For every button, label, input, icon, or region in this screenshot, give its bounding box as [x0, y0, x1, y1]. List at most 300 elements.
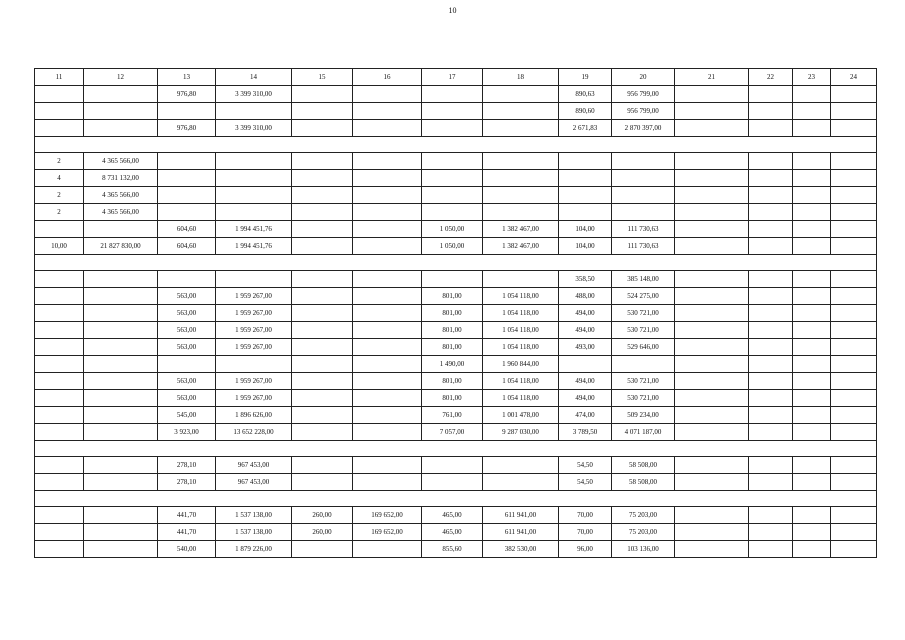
table-cell	[675, 221, 749, 238]
table-cell	[559, 170, 612, 187]
table-cell	[483, 457, 559, 474]
table-cell	[158, 103, 216, 120]
table-cell	[831, 204, 877, 221]
table-row	[35, 271, 877, 288]
section-separator-cell	[35, 255, 877, 271]
table-cell: 855,60	[422, 541, 483, 558]
table-cell	[292, 305, 353, 322]
table-cell: 4 071 187,00	[612, 424, 675, 441]
table-cell: 494,00	[559, 305, 612, 322]
table-cell	[35, 507, 84, 524]
table-cell	[35, 221, 84, 238]
table-row	[35, 507, 877, 524]
table-cell	[353, 373, 422, 390]
table-cell: 1 959 267,00	[216, 339, 292, 356]
table-cell: 967 453,00	[216, 457, 292, 474]
table-cell	[292, 541, 353, 558]
table-cell	[749, 153, 793, 170]
table-cell	[831, 390, 877, 407]
table-cell: 509 234,00	[612, 407, 675, 424]
table-cell: 465,00	[422, 524, 483, 541]
table-cell: 1 001 478,00	[483, 407, 559, 424]
table-cell	[749, 103, 793, 120]
table-cell: 890,60	[559, 103, 612, 120]
table-cell	[84, 271, 158, 288]
table-cell	[793, 271, 831, 288]
table-cell	[675, 204, 749, 221]
page-number: 10	[448, 6, 457, 15]
table-cell	[84, 407, 158, 424]
table-cell	[292, 187, 353, 204]
table-cell	[483, 86, 559, 103]
table-cell: 1 490,00	[422, 356, 483, 373]
table-cell: 382 530,00	[483, 541, 559, 558]
table-cell	[675, 424, 749, 441]
table-cell	[483, 103, 559, 120]
table-cell	[84, 322, 158, 339]
table-cell	[353, 86, 422, 103]
table-cell	[749, 339, 793, 356]
table-cell	[612, 356, 675, 373]
table-cell	[353, 339, 422, 356]
table-cell	[422, 120, 483, 137]
table-cell	[353, 474, 422, 491]
table-cell: 611 941,00	[483, 524, 559, 541]
table-cell	[216, 204, 292, 221]
table-cell	[292, 120, 353, 137]
table-cell	[831, 424, 877, 441]
table-row	[35, 424, 877, 441]
table-cell: 1 054 118,00	[483, 305, 559, 322]
table-cell	[483, 187, 559, 204]
table-cell: 1 537 138,00	[216, 524, 292, 541]
table-cell	[749, 305, 793, 322]
table-cell: 104,00	[559, 221, 612, 238]
table-cell	[675, 407, 749, 424]
table-cell: 54,50	[559, 457, 612, 474]
table-cell: 524 275,00	[612, 288, 675, 305]
table-cell	[422, 170, 483, 187]
table-cell	[292, 356, 353, 373]
table-cell	[35, 120, 84, 137]
table-cell	[793, 474, 831, 491]
table-cell: 21 827 830,00	[84, 238, 158, 255]
table-cell: 611 941,00	[483, 507, 559, 524]
table-cell	[749, 373, 793, 390]
table-cell	[353, 305, 422, 322]
table-cell	[831, 322, 877, 339]
table-cell	[793, 120, 831, 137]
section-separator-row	[35, 441, 877, 457]
table-cell: 1 959 267,00	[216, 390, 292, 407]
table-cell: 9 287 030,00	[483, 424, 559, 441]
table-cell	[749, 474, 793, 491]
table-cell: 1 054 118,00	[483, 288, 559, 305]
table-cell	[353, 187, 422, 204]
table-cell	[84, 288, 158, 305]
table-cell: 441,70	[158, 524, 216, 541]
table-cell: 563,00	[158, 390, 216, 407]
table-cell: 3 789,50	[559, 424, 612, 441]
table-cell: 13 652 228,00	[216, 424, 292, 441]
column-header: 21	[675, 69, 749, 86]
table-row	[35, 238, 877, 255]
table-cell: 890,63	[559, 86, 612, 103]
table-cell: 540,00	[158, 541, 216, 558]
table-cell	[749, 86, 793, 103]
table-cell: 4	[35, 170, 84, 187]
table-cell	[84, 457, 158, 474]
table-cell	[158, 153, 216, 170]
table-cell	[292, 407, 353, 424]
table-cell	[793, 373, 831, 390]
table-cell	[422, 271, 483, 288]
table-cell: 358,50	[559, 271, 612, 288]
table-cell: 465,00	[422, 507, 483, 524]
table-cell	[675, 474, 749, 491]
table-cell	[831, 507, 877, 524]
table-cell	[35, 373, 84, 390]
table-cell	[158, 170, 216, 187]
table-cell	[831, 120, 877, 137]
table-cell	[793, 305, 831, 322]
table-cell	[793, 170, 831, 187]
section-separator-row	[35, 255, 877, 271]
table-cell	[84, 424, 158, 441]
table-row	[35, 356, 877, 373]
table-cell: 278,10	[158, 474, 216, 491]
table-cell	[353, 541, 422, 558]
table-cell	[793, 407, 831, 424]
table-row	[35, 339, 877, 356]
table-cell: 530 721,00	[612, 305, 675, 322]
table-cell: 801,00	[422, 322, 483, 339]
table-cell: 1 382 467,00	[483, 221, 559, 238]
table-cell: 58 508,00	[612, 474, 675, 491]
table-cell	[353, 238, 422, 255]
table-cell	[483, 271, 559, 288]
table-cell: 1 994 451,76	[216, 238, 292, 255]
table-cell	[749, 288, 793, 305]
table-cell: 529 646,00	[612, 339, 675, 356]
table-row	[35, 120, 877, 137]
table-cell: 1 537 138,00	[216, 507, 292, 524]
table-cell: 494,00	[559, 390, 612, 407]
table-cell: 563,00	[158, 305, 216, 322]
table-cell	[793, 238, 831, 255]
table-cell: 761,00	[422, 407, 483, 424]
table-cell	[158, 187, 216, 204]
table-cell	[831, 238, 877, 255]
table-cell: 530 721,00	[612, 390, 675, 407]
table-cell	[749, 271, 793, 288]
table-cell: 1 054 118,00	[483, 390, 559, 407]
table-cell: 103 136,00	[612, 541, 675, 558]
table-row	[35, 153, 877, 170]
table-cell: 10,00	[35, 238, 84, 255]
table-cell	[35, 305, 84, 322]
table-cell	[483, 474, 559, 491]
table-row	[35, 474, 877, 491]
table-cell	[292, 339, 353, 356]
table-cell	[793, 457, 831, 474]
table-cell	[675, 390, 749, 407]
table-cell: 75 203,00	[612, 507, 675, 524]
table-row	[35, 187, 877, 204]
table-cell: 1 054 118,00	[483, 373, 559, 390]
table-cell	[559, 187, 612, 204]
table-cell: 474,00	[559, 407, 612, 424]
table-cell	[675, 541, 749, 558]
table-cell: 3 923,00	[158, 424, 216, 441]
table-cell	[793, 356, 831, 373]
table-cell	[675, 373, 749, 390]
table-cell	[292, 373, 353, 390]
table-cell	[675, 238, 749, 255]
table-cell	[675, 457, 749, 474]
table-cell	[793, 339, 831, 356]
table-cell	[422, 187, 483, 204]
table-body	[35, 69, 877, 558]
table-cell: 801,00	[422, 373, 483, 390]
table-cell: 563,00	[158, 322, 216, 339]
table-cell: 1 959 267,00	[216, 322, 292, 339]
table-row	[35, 373, 877, 390]
table-cell	[353, 103, 422, 120]
table-cell: 385 148,00	[612, 271, 675, 288]
table-cell	[612, 204, 675, 221]
table-cell	[35, 407, 84, 424]
table-cell	[831, 187, 877, 204]
table-cell	[675, 305, 749, 322]
table-cell	[749, 221, 793, 238]
table-cell	[831, 407, 877, 424]
table-cell: 604,60	[158, 221, 216, 238]
table-cell	[292, 170, 353, 187]
table-cell	[675, 339, 749, 356]
table-cell	[353, 120, 422, 137]
table-cell: 54,50	[559, 474, 612, 491]
table-cell	[353, 170, 422, 187]
table-cell: 75 203,00	[612, 524, 675, 541]
table-row	[35, 86, 877, 103]
table-cell	[292, 474, 353, 491]
table-cell	[675, 153, 749, 170]
table-cell: 976,80	[158, 120, 216, 137]
column-header: 20	[612, 69, 675, 86]
table-cell	[35, 474, 84, 491]
table-cell	[749, 407, 793, 424]
column-header: 23	[793, 69, 831, 86]
table-cell: 169 652,00	[353, 524, 422, 541]
table-cell: 8 731 132,00	[84, 170, 158, 187]
table-row	[35, 103, 877, 120]
table-cell	[793, 524, 831, 541]
table-cell	[793, 288, 831, 305]
table-cell	[292, 86, 353, 103]
table-row	[35, 322, 877, 339]
table-cell: 976,80	[158, 86, 216, 103]
table-cell	[422, 474, 483, 491]
table-cell	[483, 170, 559, 187]
table-cell	[158, 356, 216, 373]
table-cell	[292, 322, 353, 339]
table-cell	[675, 170, 749, 187]
table-cell	[612, 153, 675, 170]
table-cell	[353, 322, 422, 339]
table-cell	[353, 153, 422, 170]
table-cell	[675, 507, 749, 524]
table-cell: 967 453,00	[216, 474, 292, 491]
table-row	[35, 170, 877, 187]
table-cell: 563,00	[158, 339, 216, 356]
table-cell	[292, 221, 353, 238]
table-cell	[831, 153, 877, 170]
table-cell	[216, 153, 292, 170]
table-cell: 1 050,00	[422, 238, 483, 255]
table-cell	[35, 339, 84, 356]
table-cell	[749, 507, 793, 524]
table-cell	[749, 322, 793, 339]
table-cell	[483, 153, 559, 170]
table-cell	[84, 474, 158, 491]
table-row	[35, 524, 877, 541]
column-header: 24	[831, 69, 877, 86]
table-cell	[675, 120, 749, 137]
table-cell	[35, 288, 84, 305]
column-header: 13	[158, 69, 216, 86]
section-separator-cell	[35, 491, 877, 507]
table-cell	[675, 187, 749, 204]
table-cell	[559, 153, 612, 170]
column-header: 14	[216, 69, 292, 86]
table-cell	[793, 541, 831, 558]
table-cell	[353, 221, 422, 238]
table-cell	[793, 390, 831, 407]
section-separator-row	[35, 491, 877, 507]
table-cell: 1 959 267,00	[216, 373, 292, 390]
table-cell	[675, 322, 749, 339]
table-cell: 1 879 226,00	[216, 541, 292, 558]
table-cell	[749, 541, 793, 558]
table-cell: 801,00	[422, 390, 483, 407]
table-cell	[559, 356, 612, 373]
table-cell	[216, 187, 292, 204]
table-cell	[35, 457, 84, 474]
table-cell	[35, 424, 84, 441]
table-cell	[35, 356, 84, 373]
table-cell: 1 896 626,00	[216, 407, 292, 424]
table-cell	[422, 204, 483, 221]
table-cell	[749, 356, 793, 373]
table-cell	[35, 322, 84, 339]
table-cell	[612, 170, 675, 187]
table-cell: 7 057,00	[422, 424, 483, 441]
table-row	[35, 221, 877, 238]
table-cell: 2	[35, 153, 84, 170]
table-cell: 96,00	[559, 541, 612, 558]
table-cell	[831, 103, 877, 120]
table-cell	[422, 457, 483, 474]
table-cell	[216, 356, 292, 373]
table-cell	[831, 288, 877, 305]
table-cell	[831, 457, 877, 474]
table-cell: 801,00	[422, 339, 483, 356]
table-row	[35, 541, 877, 558]
table-cell	[422, 103, 483, 120]
table-row	[35, 407, 877, 424]
table-cell	[831, 373, 877, 390]
table-cell	[35, 86, 84, 103]
table-cell: 545,00	[158, 407, 216, 424]
table-cell: 3 399 310,00	[216, 120, 292, 137]
table-cell	[292, 238, 353, 255]
column-header: 11	[35, 69, 84, 86]
data-table	[34, 68, 877, 558]
table-cell	[793, 424, 831, 441]
table-cell	[35, 103, 84, 120]
table-cell	[84, 120, 158, 137]
column-header: 22	[749, 69, 793, 86]
table-row	[35, 457, 877, 474]
table-cell	[84, 86, 158, 103]
table-cell	[84, 356, 158, 373]
table-cell	[84, 507, 158, 524]
table-row	[35, 288, 877, 305]
table-cell	[353, 457, 422, 474]
column-header: 15	[292, 69, 353, 86]
table-cell	[84, 339, 158, 356]
header-row	[35, 69, 877, 86]
table-cell	[831, 86, 877, 103]
table-cell	[831, 271, 877, 288]
table-cell: 1 960 844,00	[483, 356, 559, 373]
table-cell	[35, 271, 84, 288]
table-cell: 111 730,63	[612, 221, 675, 238]
table-row	[35, 305, 877, 322]
table-cell	[35, 390, 84, 407]
table-cell: 530 721,00	[612, 322, 675, 339]
table-cell	[292, 103, 353, 120]
table-cell	[793, 86, 831, 103]
table-cell: 4 365 566,00	[84, 187, 158, 204]
table-cell: 278,10	[158, 457, 216, 474]
table-cell	[831, 221, 877, 238]
table-cell	[422, 86, 483, 103]
column-header: 18	[483, 69, 559, 86]
table-cell: 494,00	[559, 322, 612, 339]
table-cell: 4 365 566,00	[84, 153, 158, 170]
table-cell: 111 730,63	[612, 238, 675, 255]
table-cell	[831, 356, 877, 373]
table-cell: 493,00	[559, 339, 612, 356]
table-cell	[831, 474, 877, 491]
table-cell	[793, 204, 831, 221]
table-cell	[353, 288, 422, 305]
table-cell: 488,00	[559, 288, 612, 305]
table-cell	[353, 271, 422, 288]
table-cell	[675, 288, 749, 305]
table-cell: 956 799,00	[612, 103, 675, 120]
table-cell	[483, 204, 559, 221]
table-cell	[292, 204, 353, 221]
table-cell	[292, 153, 353, 170]
table-cell	[831, 339, 877, 356]
table-cell: 104,00	[559, 238, 612, 255]
table-cell	[749, 120, 793, 137]
table-cell	[292, 390, 353, 407]
table-cell	[292, 288, 353, 305]
